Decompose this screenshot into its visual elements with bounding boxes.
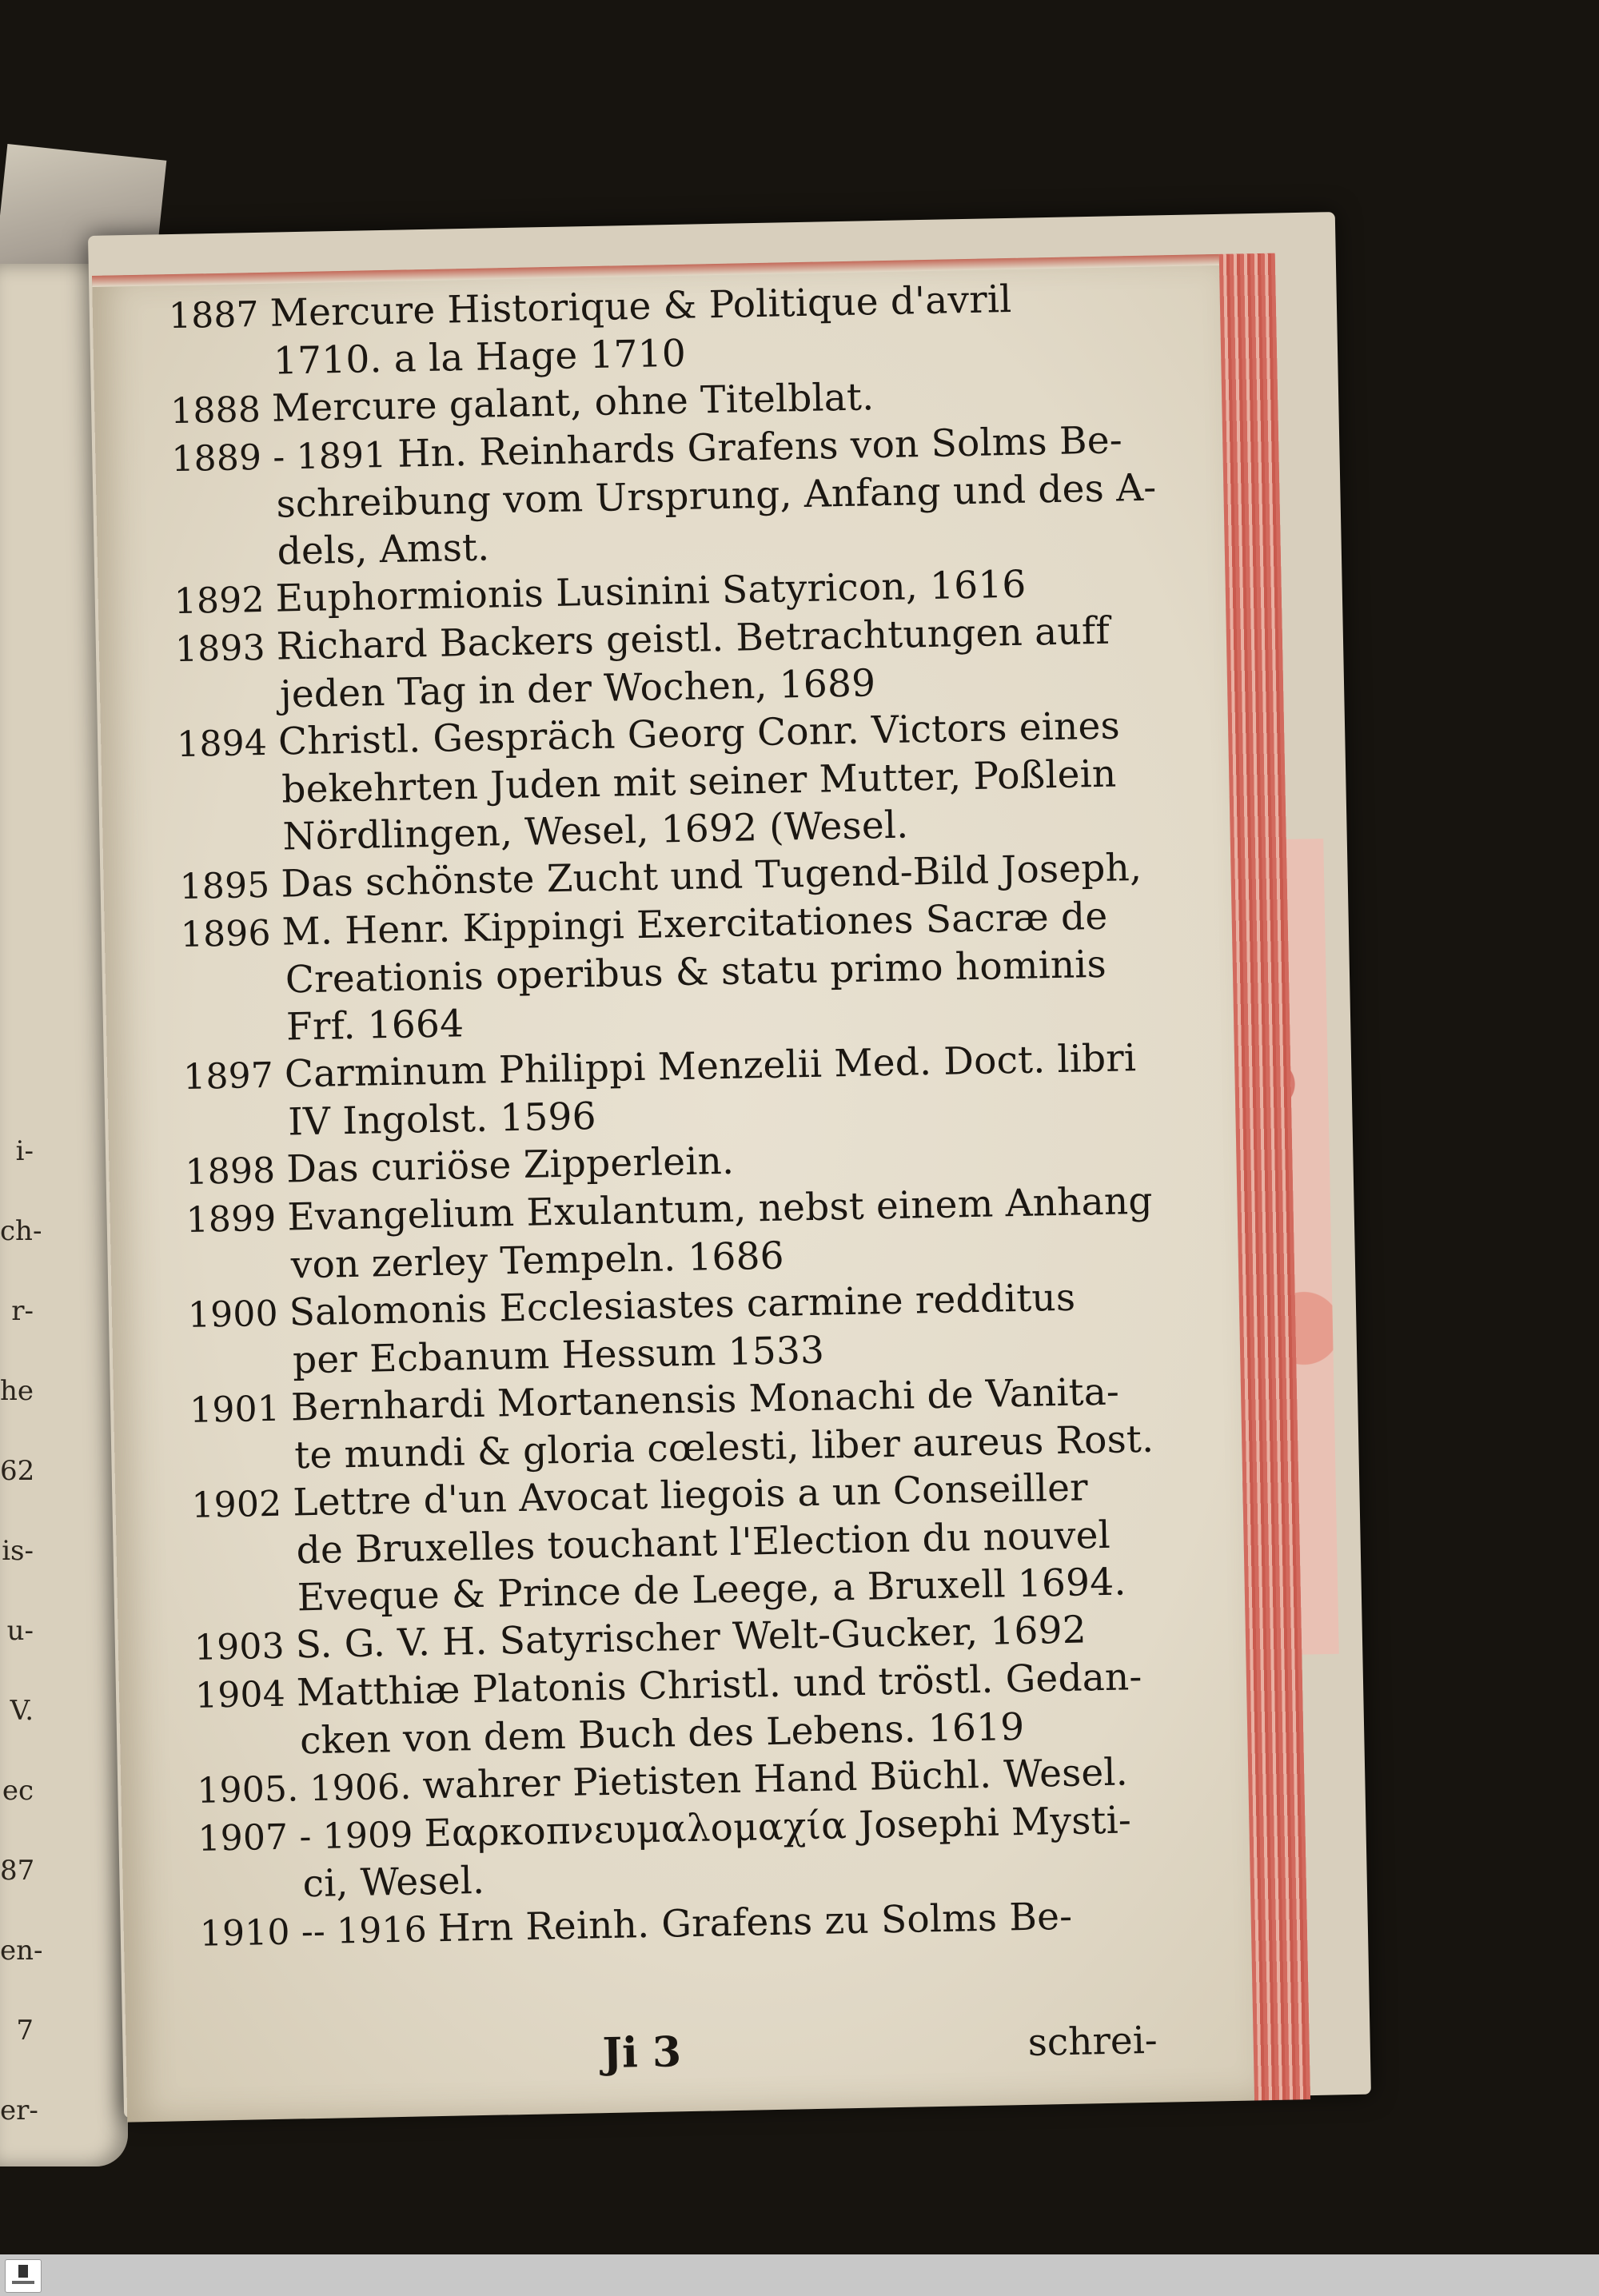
signature-mark: Ji 3 (601, 2027, 682, 2079)
left-margin-fragment: he (0, 1375, 34, 1407)
entry-text: Evangelium Exulantum, nebst einem Anhang (286, 1178, 1154, 1240)
entry-text: Mercure galant, ohne Titelblat. (271, 375, 875, 431)
entry-text: Euphormionis Lusinini Satyricon, 1616 (275, 562, 1027, 621)
entry-text: IV Ingolst. 1596 (287, 1094, 597, 1145)
left-margin-fragment: ec (2, 1775, 34, 1807)
catalog-entry (171, 415, 1205, 577)
page-footer (126, 2019, 1158, 2087)
entry-text: Salomonis Ecclesiastes carmine redditus (289, 1275, 1076, 1335)
entry-number: 1897 (182, 1054, 274, 1098)
catalog-entries (168, 272, 1231, 1957)
entry-number: 1905. 1906. (196, 1766, 412, 1812)
catalog-entry (177, 700, 1210, 863)
catchword: schrei- (1027, 2018, 1158, 2065)
entry-number: 1899 (185, 1198, 277, 1241)
entry-text: Creationis operibus & statu primo hominis (285, 942, 1107, 1003)
entry-text: te mundi & gloria cœlesti, liber aureus Rost. (293, 1417, 1154, 1478)
entry-text: Lettre d'un Avocat liegois a un Conseiller (292, 1465, 1089, 1525)
entry-number: 1898 (185, 1150, 276, 1193)
left-margin-fragment: 7 (16, 2015, 34, 2047)
entry-text: Carminum Philippi Menzelii Med. Doct. libri (284, 1036, 1137, 1097)
entry-number: 1902 (191, 1483, 282, 1526)
entry-text: Das schönste Zucht und Tugend-Bild Joseph, (280, 845, 1142, 907)
entry-number: 1904 (194, 1673, 286, 1716)
library-logo-icon (5, 2259, 42, 2293)
entry-text: schreibung vom Ursprung, Anfang und des A- (276, 465, 1157, 527)
entry-number: 1889 - 1891 (170, 434, 387, 480)
catalog-page (92, 254, 1254, 2123)
entry-text: jeden Tag in der Wochen, 1689 (279, 661, 876, 717)
left-margin-fragment: V. (10, 1695, 34, 1727)
entry-text: Nördlingen, Wesel, 1692 (Wesel. (281, 803, 909, 859)
entry-text: Εαρκοπνευμαλομαχία Josephi Mysti- (423, 1798, 1132, 1856)
entry-text: Hn. Reinhards Grafens von Solms Be- (397, 418, 1123, 476)
left-margin-fragment: r- (11, 1295, 34, 1327)
entry-text: von zerley Tempeln. 1686 (290, 1234, 785, 1288)
entry-number: 1888 (169, 389, 261, 432)
entry-number: 1910 -- 1916 (199, 1909, 428, 1955)
entry-number: 1895 (179, 864, 270, 908)
entry-text: wahrer Pietisten Hand Büchl. Wesel. (421, 1750, 1129, 1808)
entry-text: per Ecbanum Hessum 1533 (292, 1328, 825, 1383)
entry-text: 1710. a la Hage 1710 (273, 331, 687, 384)
left-margin-fragment: i- (15, 1135, 34, 1167)
entry-text: dels, Amst. (277, 525, 490, 574)
entry-number: 1894 (176, 722, 268, 766)
viewer-bottom-bar (0, 2254, 1599, 2296)
entry-number: 1907 - 1909 (197, 1814, 414, 1860)
entry-number: 1900 (187, 1293, 279, 1336)
entry-text: M. Henr. Kippingi Exercitationes Sacræ de (281, 894, 1108, 955)
entry-number: 1892 (173, 579, 265, 623)
entry-text: Richard Backers geistl. Betrachtungen auff (276, 608, 1111, 669)
entry-text: S. G. V. H. Satyrischer Welt-Gucker, 1692 (295, 1608, 1087, 1668)
catalog-entry (191, 1461, 1225, 1624)
left-margin-fragment: 87 (0, 1855, 35, 1887)
entry-number: 1901 (189, 1388, 281, 1431)
entry-number: 1903 (193, 1625, 285, 1668)
left-margin-fragment: is- (2, 1535, 34, 1567)
left-margin-fragment: ch- (0, 1215, 42, 1247)
entry-number: 1893 (174, 627, 266, 671)
entry-text: Christl. Gespräch Georg Conr. Victors eines (277, 704, 1121, 764)
left-margin-text (0, 1111, 43, 2151)
entry-text: ci, Wesel. (302, 1858, 485, 1907)
entry-text: de Bruxelles touchant l'Election du nouvel (296, 1513, 1111, 1573)
entry-text: Frf. 1664 (285, 1002, 465, 1050)
entry-text: Hrn Reinh. Grafens zu Solms Be- (437, 1894, 1073, 1951)
left-margin-fragment: er- (0, 2095, 38, 2127)
entry-number: 1896 (180, 912, 272, 956)
left-margin-fragment: 62 (0, 1455, 35, 1487)
left-margin-fragment: en- (0, 1935, 43, 1967)
left-margin-fragment: u- (6, 1615, 34, 1647)
entry-text: Mercure Historique & Politique d'avril (269, 277, 1012, 336)
entry-text: Matthiæ Platonis Christl. und tröstl. Gedan- (296, 1655, 1142, 1716)
catalog-entry (180, 891, 1214, 1053)
entry-text: Das curiöse Zipperlein. (285, 1138, 735, 1192)
entry-text: Bernhardi Mortanensis Monachi de Vanita- (290, 1369, 1120, 1430)
entry-text: Eveque & Prince de Leege, a Bruxell 1694. (297, 1560, 1126, 1620)
entry-text: cken von dem Buch des Lebens. 1619 (299, 1704, 1025, 1764)
entry-number: 1887 (168, 294, 260, 337)
entry-text: bekehrten Juden mit seiner Mutter, Poßlein (281, 751, 1117, 812)
